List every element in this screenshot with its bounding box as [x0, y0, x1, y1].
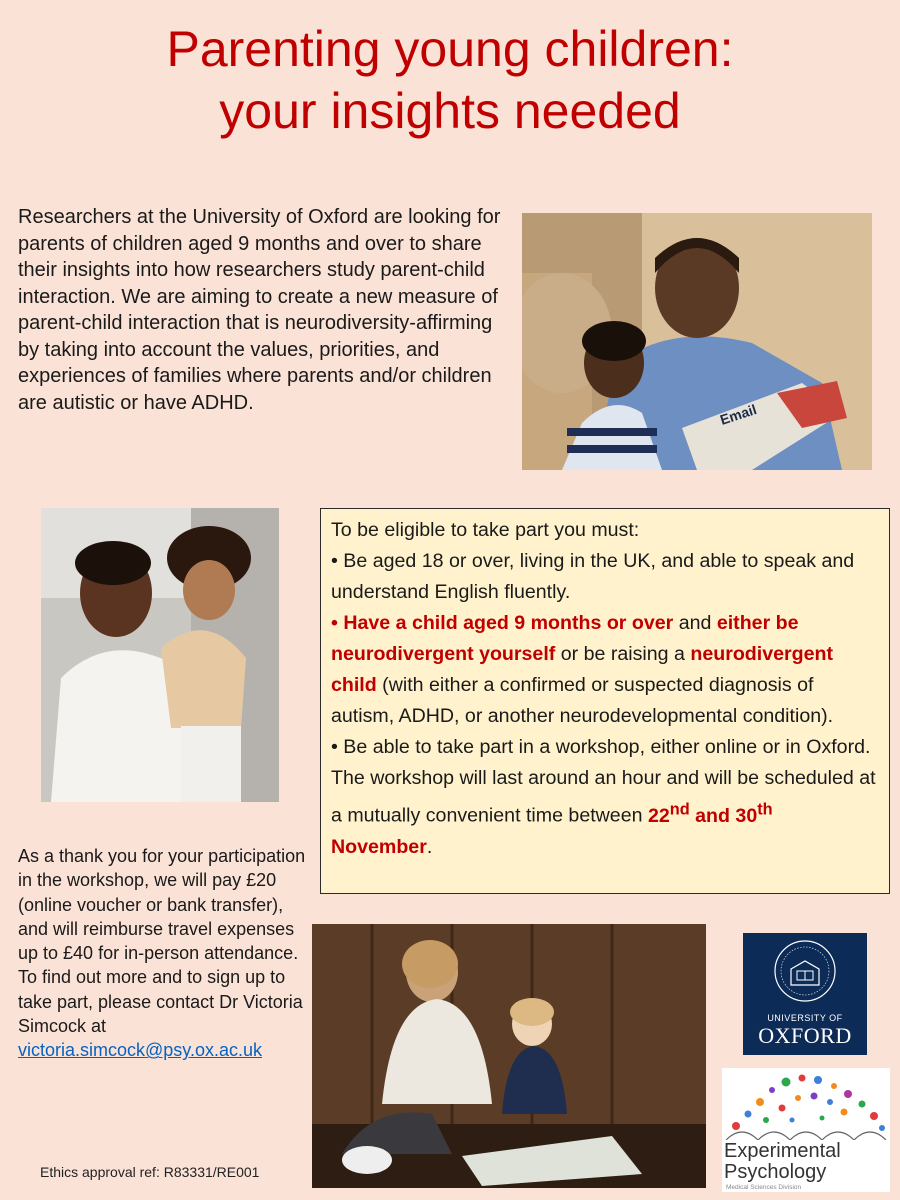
workshop-text: • Be able to take part in a workshop, either online or in Oxford. The workshop will last around an hour and will be scheduled at a mutually convenient time between: [331, 736, 876, 827]
oxford-logo-line-1: UNIVERSITY OF: [767, 1013, 843, 1023]
connector-text: or be raising a: [555, 643, 691, 665]
eligibility-bullet-child: [331, 608, 879, 732]
sentence-period: .: [426, 835, 433, 858]
title-line-2: your insights needed: [219, 83, 681, 139]
title-line-1: Parenting young children:: [166, 21, 734, 77]
photo-father-holding-daughter: [41, 508, 279, 802]
connector-text: and: [673, 612, 717, 634]
university-of-oxford-logo: [743, 933, 867, 1055]
highlight-child-age: Have a child aged 9 months or over: [343, 612, 674, 634]
contact-email-link[interactable]: victoria.simcock@psy.ox.ac.uk: [18, 1040, 263, 1061]
page-title: [0, 18, 900, 142]
ethics-approval-ref: Ethics approval ref: R83331/RE001: [40, 1164, 260, 1180]
payment-text: As a thank you for your participation in the workshop, we will pay £20 (online voucher or bank transfer), and will reimburse travel expenses up to £40 for in-person attendance.: [18, 846, 306, 964]
bullet-marker: •: [331, 612, 344, 634]
date-start: 22: [647, 804, 670, 827]
highlight-neurodivergent-child: neurodivergent child: [331, 643, 833, 696]
date-end-suffix: th: [757, 800, 773, 818]
book-cover-text: Email: [717, 401, 759, 428]
intro-paragraph: Researchers at the University of Oxford are looking for parents of children aged 9 months and over to share their insights into how researchers study parent-child interaction. We are aiming to create a new measure of parent-child interaction that is neurodiversity-affirming by taking into account the values, priorities, and experiences of families where parents and/or children are autistic or have ADHD.: [18, 206, 501, 414]
eligibility-bullet-workshop: [331, 732, 879, 863]
eligibility-box: [320, 508, 890, 894]
eligibility-heading: To be eligible to take part you must:: [331, 519, 640, 541]
eligibility-bullet-age: • Be aged 18 or over, living in the UK, and able to speak and understand English fluently.: [331, 550, 855, 603]
thank-you-section: [18, 844, 318, 1063]
psy-logo-line-2: Psychology: [724, 1161, 827, 1183]
diagnosis-text: (with either a confirmed or suspected diagnosis of autism, ADHD, or another neurodevelopmental condition).: [331, 674, 834, 727]
psy-logo-division: Medical Sciences Division: [726, 1184, 802, 1191]
experimental-psychology-logo: [722, 1068, 890, 1192]
date-start-suffix: nd: [669, 800, 690, 818]
psy-logo-line-1: Experimental: [724, 1140, 841, 1162]
date-month: November: [331, 835, 427, 858]
highlight-neurodivergent-yourself: either be neurodivergent yourself: [331, 612, 799, 665]
oxford-logo-line-2: OXFORD: [758, 1023, 852, 1048]
date-end: and 30: [689, 804, 758, 827]
contact-text: To find out more and to sign up to take part, please contact Dr Victoria Simcock at: [18, 967, 303, 1037]
photo-mother-and-child-with-map: [312, 924, 706, 1188]
photo-father-reading-to-child: [522, 213, 872, 470]
